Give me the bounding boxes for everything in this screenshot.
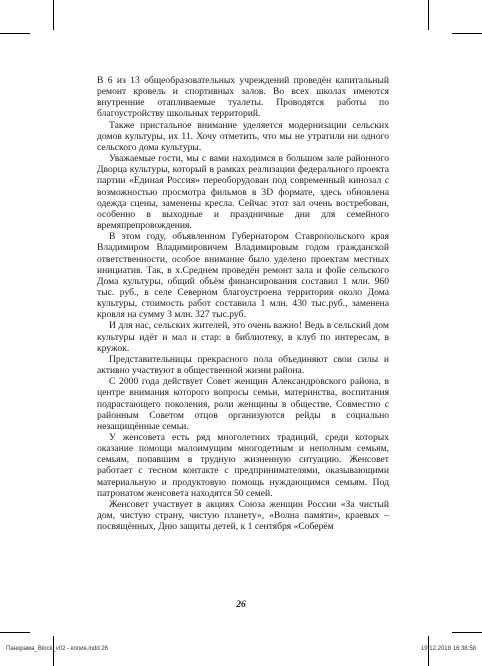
paragraph: Женсовет участвует в акциях Союза женщин России «За чистый дом, чистую страну, чистую планету», «Волна памяти», краевых – посвящённых, Дню защиты детей, к 1 сентября «Соберём: [97, 498, 389, 533]
print-slug-filename: Панорама_Block_v02 - копия.indd 26: [6, 646, 109, 652]
body-text: [97, 75, 389, 532]
paragraph: С 2000 года действует Совет женщин Александровского района, в центре внимания которого вопросы семьи, материнства, воспитания подрастающего поколения, роли женщины в обществе. Совместно с районным Советом отцов организуются рейды в социально незащищённые семьи.: [97, 376, 389, 432]
crop-mark: [0, 632, 30, 633]
crop-mark: [0, 33, 30, 34]
crop-mark: [452, 33, 482, 34]
paragraph: Уважаемые гости, мы с вами находимся в большом зале районного Дворца культуры, который в рамках реализации федерального проекта партии «Единая Россия» переоборудован под современный кинозал с возможностью просмотра фильмов в 3D формате, здесь обновлена одежда сцены, заменены кресла. Сейчас этот зал очень востребован, особенно в выходные и праздничные дни для семейного времяпрепровождения.: [97, 153, 389, 232]
paragraph: Представительницы прекрасного пола объединяют свои силы и активно участвуют в общественной жизни района.: [97, 353, 389, 377]
print-slug-timestamp: 19.12.2018 16:38:58: [420, 646, 476, 652]
paragraph: В этом году, объявленном Губернатором Ставропольского края Владимиром Владимировичем Владимировым годом гражданской ответственности, особое внимание было уделено проектам местных инициатив. Так, в х.Среднем проведён ремонт зала и фойе сельского Дома культуры, общий объём финансирования составил 1 млн. 960 тыс. руб., в селе Северном благоустроена территория около Дома культуры, стоимость работ составила 1 млн. 430 тыс.руб., заменена кровля на сумму 3 млн. 327 тыс.руб.: [97, 231, 389, 321]
paragraph: В 6 из 13 общеобразовательных учреждений проведён капитальный ремонт кровель и спортивных залов. Во всех школах имеются внутренние отапливаемые туалеты. Проводятся работы по благоустройству школьных территорий.: [97, 75, 389, 120]
crop-mark: [53, 0, 54, 30]
crop-mark: [452, 632, 482, 633]
paragraph: У женсовета есть ряд многолетних традиций, среди которых оказание помощи малоимущим многодетным и неполным семьям, семьям, попавшим в трудную жизненную ситуацию. Женсовет работает с тесном контакте с предпринимателями, оказывающими материальную и продуктовую помощь нуждающимся семьям. Под патронатом женсовета находятся 50 семей.: [97, 432, 389, 499]
page-number: 26: [236, 600, 246, 610]
crop-mark: [428, 0, 429, 30]
paragraph: И для нас, сельских жителей, это очень важно! Ведь в сельский дом культуры идёт и мал и стар: в библиотеку, в клуб по интересам, в кружок.: [97, 320, 389, 354]
paragraph: Также пристальное внимание уделяется модернизации сельских домов культуры, их 11. Хочу отметить, что мы не утратили ни одного сельского дома культуры.: [97, 119, 389, 153]
